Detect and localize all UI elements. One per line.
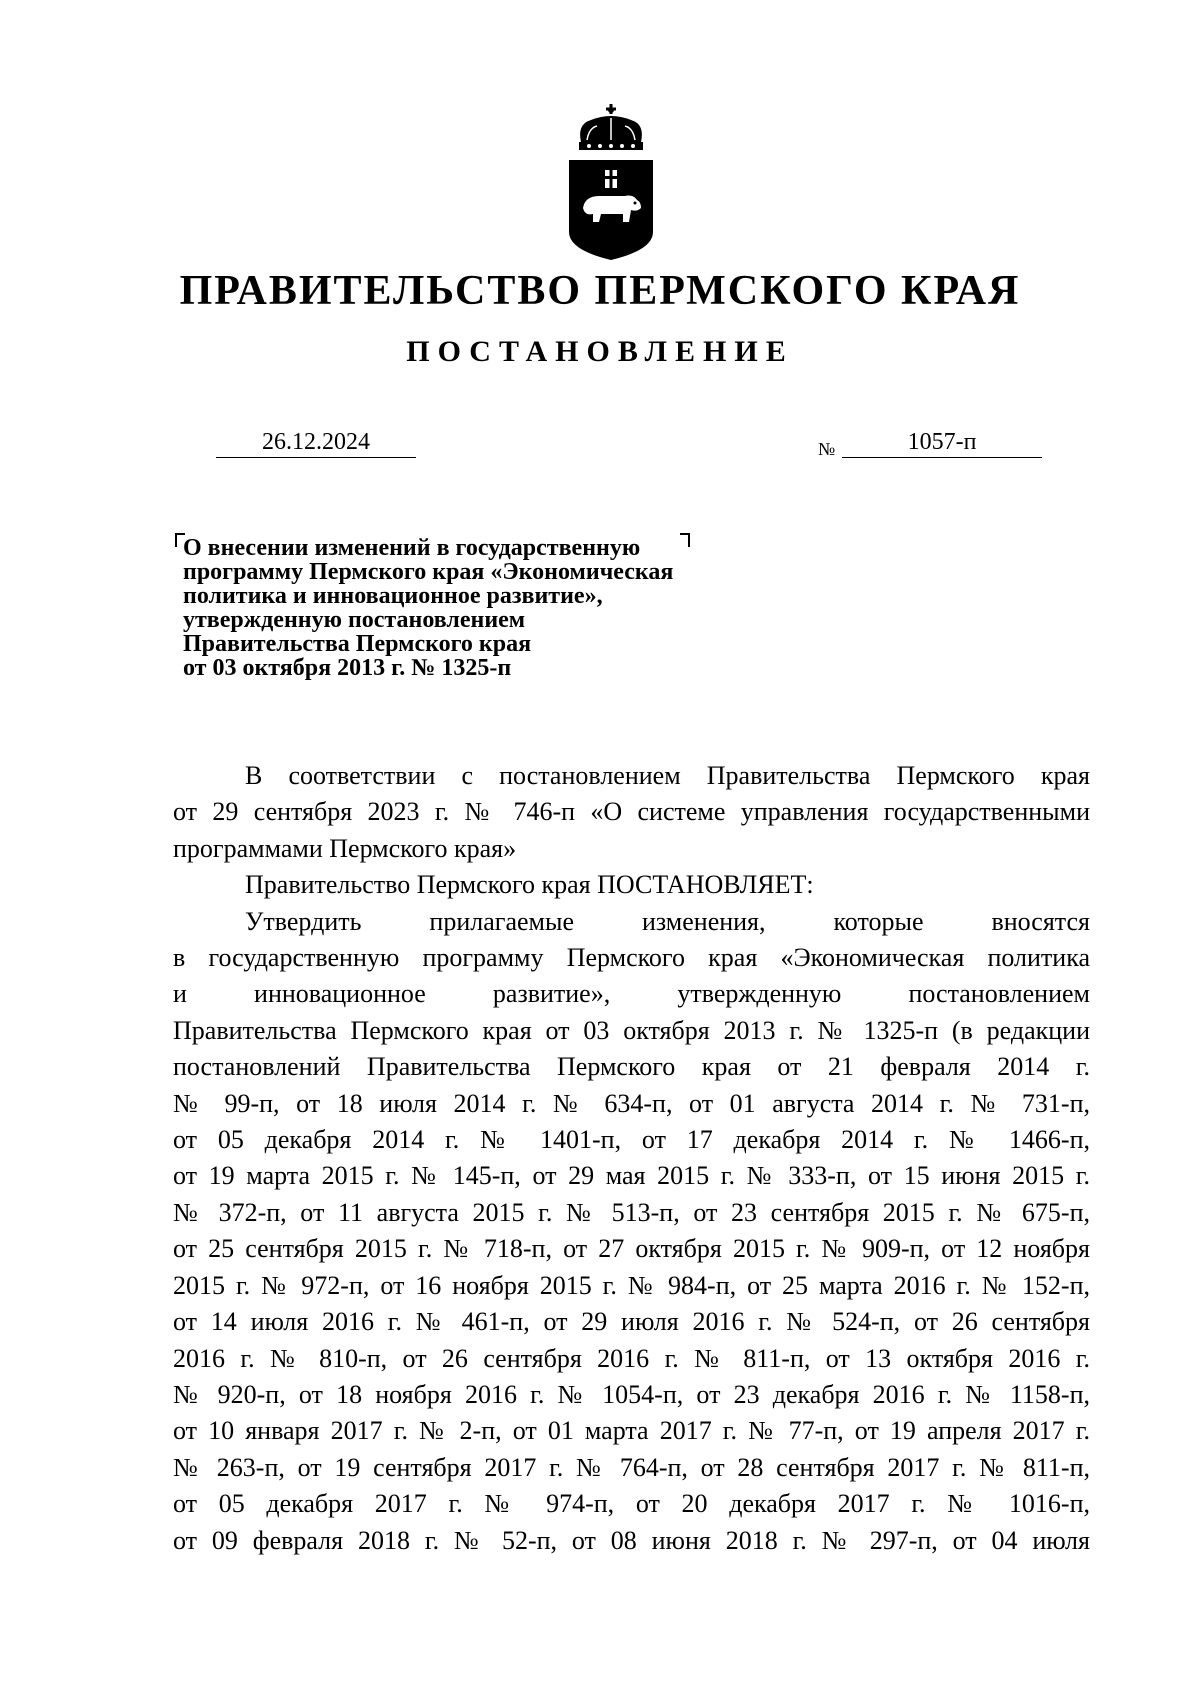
subject-line: политика и инновационное развитие»,: [183, 583, 603, 609]
body-line: от 29 сентября 2023 г. № 746-п «О системе управления государственными: [173, 797, 1090, 827]
body-line: 2015 г. № 972-п, от 16 ноября 2015 г. № 984-п, от 25 марта 2016 г. № 152-п,: [173, 1270, 1090, 1300]
document-subject: [183, 536, 803, 680]
document-body: [173, 758, 1090, 1559]
body-line: 2016 г. № 810-п, от 26 сентября 2016 г. № 811-п, от 13 октября 2016 г.: [173, 1343, 1090, 1373]
document-type: ПОСТАНОВЛЕНИЕ: [406, 335, 794, 368]
perm-krai-coat-of-arms-icon: [567, 104, 655, 260]
subject-line: от 03 октября 2013 г. № 1325-п: [183, 655, 512, 681]
body-line: Правительства Пермского края от 03 октября 2013 г. № 1325-п (в редакции: [173, 1015, 1090, 1045]
body-line: в государственную программу Пермского края «Экономическая политика: [173, 943, 1090, 973]
body-line: Утвердить прилагаемые изменения, которые вносятся: [245, 906, 1090, 936]
document-date: 26.12.2024: [216, 427, 416, 458]
body-line: № 99-п, от 18 июля 2014 г. № 634-п, от 01 августа 2014 г. № 731-п,: [173, 1088, 1090, 1118]
body-line: и инновационное развитие», утвержденную постановлением: [173, 979, 1090, 1009]
number-sign: №: [818, 439, 836, 459]
body-line: № 372-п, от 11 августа 2015 г. № 513-п, от 23 сентября 2015 г. № 675-п,: [173, 1197, 1090, 1227]
body-line: от 10 января 2017 г. № 2-п, от 01 марта 2017 г. № 77-п, от 19 апреля 2017 г.: [173, 1416, 1090, 1446]
body-line: Правительство Пермского края ПОСТАНОВЛЯЕТ:: [245, 870, 814, 900]
body-line: № 263-п, от 19 сентября 2017 г. № 764-п, от 28 сентября 2017 г. № 811-п,: [173, 1452, 1090, 1482]
body-line: программами Пермского края»: [173, 833, 517, 863]
body-line: № 920-п, от 18 ноября 2016 г. № 1054-п, от 23 декабря 2016 г. № 1158-п,: [173, 1379, 1090, 1409]
subject-line: О внесении изменений в государственную: [183, 535, 641, 561]
government-title: ПРАВИТЕЛЬСТВО ПЕРМСКОГО КРАЯ: [179, 268, 1021, 314]
subject-line: утвержденную постановлением: [183, 607, 526, 633]
subject-line: Правительства Пермского края: [183, 631, 532, 657]
body-line: В соответствии с постановлением Правительства Пермского края: [245, 761, 1090, 790]
body-line: от 09 февраля 2018 г. № 52-п, от 08 июня 2018 г. № 297-п, от 04 июля: [173, 1525, 1090, 1555]
document-number: 1057-п: [842, 427, 1042, 458]
body-line: от 25 сентября 2015 г. № 718-п, от 27 октября 2015 г. № 909-п, от 12 ноября: [173, 1234, 1090, 1264]
body-line: от 19 марта 2015 г. № 145-п, от 29 мая 2015 г. № 333-п, от 15 июня 2015 г.: [173, 1161, 1090, 1191]
body-line: от 05 декабря 2014 г. № 1401-п, от 17 декабря 2014 г. № 1466-п,: [173, 1125, 1090, 1155]
body-line: постановлений Правительства Пермского края от 21 февраля 2014 г.: [173, 1052, 1090, 1082]
subject-line: программу Пермского края «Экономическая: [183, 559, 674, 585]
body-line: от 14 июля 2016 г. № 461-п, от 29 июля 2016 г. № 524-п, от 26 сентября: [173, 1307, 1090, 1337]
body-line: от 05 декабря 2017 г. № 974-п, от 20 декабря 2017 г. № 1016-п,: [173, 1489, 1090, 1519]
